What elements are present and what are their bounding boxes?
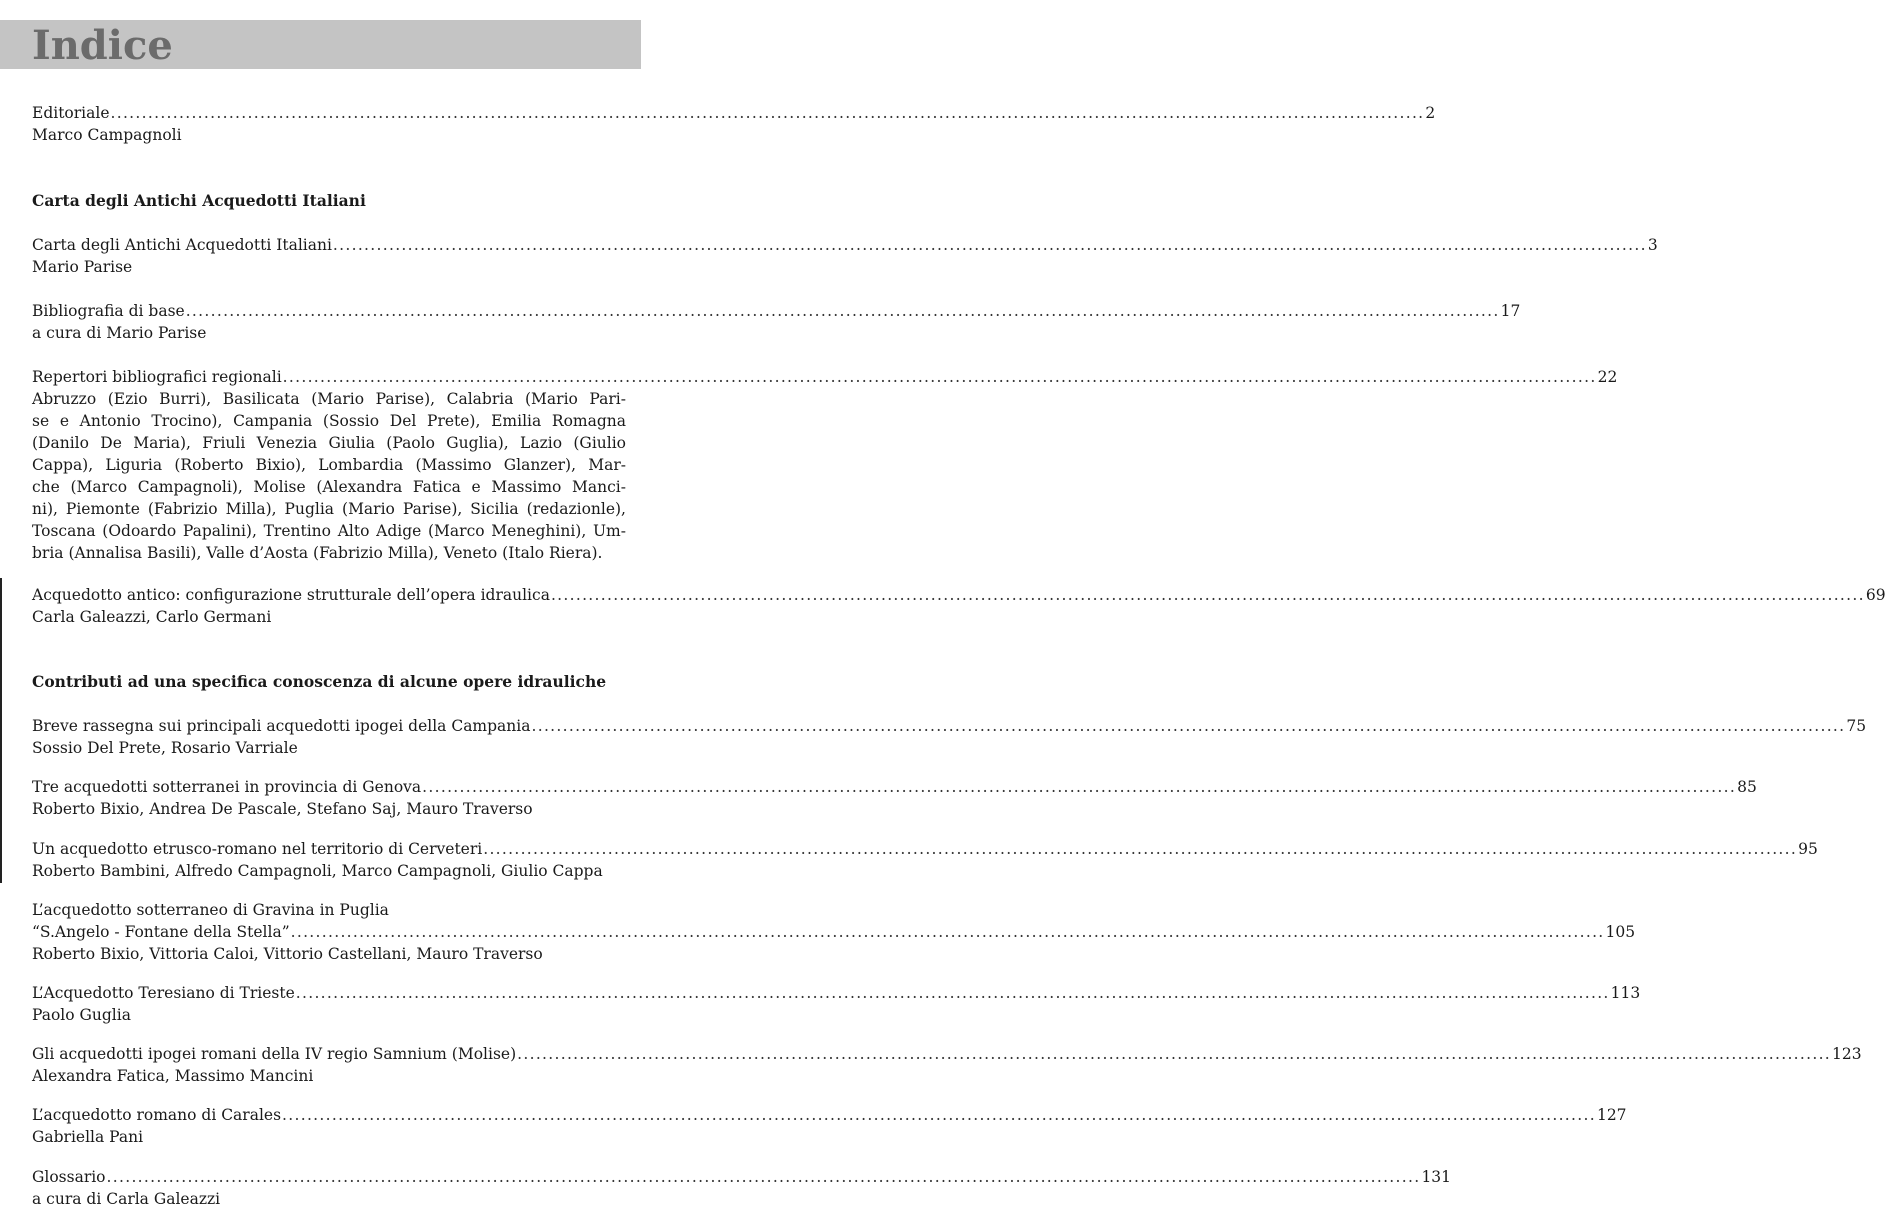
toc-entry-line bbox=[32, 1043, 1862, 1065]
entry-page: 123 bbox=[1832, 1045, 1862, 1063]
entry-author: Marco Campagnoli bbox=[32, 126, 182, 144]
entry-page: 85 bbox=[1737, 778, 1757, 796]
toc-entry-line bbox=[32, 102, 1436, 124]
entry-author: Mario Parise bbox=[32, 258, 133, 276]
entry-page: 127 bbox=[1596, 1106, 1627, 1124]
dot-leader: ................................................................................................................................................................................................................... bbox=[295, 984, 1610, 1002]
toc-entry-line bbox=[32, 838, 1818, 860]
toc-entry-bibliografia[interactable] bbox=[32, 300, 1521, 344]
paragraph-line: Toscana (Odoardo Papalini), Trentino Alto Adige (Marco Meneghini), Um- bbox=[32, 522, 626, 540]
entry-title: Tre acquedotti sotterranei in provincia di Genova bbox=[32, 778, 422, 796]
entry-title: Acquedotto antico: configurazione strutturale dell’opera idraulica bbox=[32, 586, 550, 604]
dot-leader: ................................................................................................................................................................................................................... bbox=[282, 368, 1597, 386]
entry-title: Un acquedotto etrusco-romano nel territorio di Cerveteri bbox=[32, 840, 483, 858]
dot-leader: ................................................................................................................................................................................................................... bbox=[110, 104, 1425, 122]
toc-entry-genova[interactable] bbox=[32, 776, 1757, 820]
toc-entry-trieste[interactable] bbox=[32, 982, 1641, 1026]
entry-page: 2 bbox=[1425, 104, 1436, 122]
toc-entry-glossario[interactable] bbox=[32, 1166, 1452, 1210]
toc-entry-molise[interactable] bbox=[32, 1043, 1862, 1087]
title-bar bbox=[0, 20, 641, 69]
toc-entry-editoriale[interactable] bbox=[32, 102, 1436, 146]
entry-author: Gabriella Pani bbox=[32, 1128, 144, 1146]
toc-entry-cerveteri[interactable] bbox=[32, 838, 1818, 882]
entry-title: Carta degli Antichi Acquedotti Italiani bbox=[32, 236, 332, 254]
dot-leader: ................................................................................................................................................................................................................... bbox=[422, 778, 1737, 796]
dot-leader: ................................................................................................................................................................................................................... bbox=[531, 717, 1846, 735]
entry-title: Breve rassegna sui principali acquedotti ipogei della Campania bbox=[32, 717, 531, 735]
left-margin-rule bbox=[0, 578, 2, 883]
dot-leader: ................................................................................................................................................................................................................... bbox=[106, 1168, 1421, 1186]
entry-title: L’acquedotto sotterraneo di Gravina in Puglia bbox=[32, 901, 389, 919]
entry-author: a cura di Carla Galeazzi bbox=[32, 1190, 221, 1208]
toc-entry-repertori[interactable] bbox=[32, 366, 1618, 564]
entry-title: Gli acquedotti ipogei romani della IV regio Samnium (Molise) bbox=[32, 1045, 517, 1063]
toc-entry-line bbox=[32, 1166, 1452, 1188]
entry-title-continued: “S.Angelo - Fontane della Stella” bbox=[32, 923, 290, 941]
regional-authors-paragraph bbox=[32, 388, 626, 564]
entry-page: 105 bbox=[1605, 923, 1636, 941]
dot-leader: ................................................................................................................................................................................................................... bbox=[282, 1106, 1596, 1124]
toc-entry-line bbox=[32, 715, 1867, 737]
toc-entry-line bbox=[32, 366, 1618, 388]
entry-title: L’Acquedotto Teresiano di Trieste bbox=[32, 984, 295, 1002]
dot-leader: ................................................................................................................................................................................................................... bbox=[185, 302, 1500, 320]
paragraph-line: bria (Annalisa Basili), Valle d’Aosta (Fabrizio Milla), Veneto (Italo Riera). bbox=[32, 544, 603, 562]
section-heading-carta: Carta degli Antichi Acquedotti Italiani bbox=[32, 191, 366, 210]
toc-entry-carta[interactable] bbox=[32, 234, 1658, 278]
entry-page: 17 bbox=[1500, 302, 1521, 320]
entry-author: Roberto Bambini, Alfredo Campagnoli, Marco Campagnoli, Giulio Cappa bbox=[32, 862, 603, 880]
entry-title: Glossario bbox=[32, 1168, 106, 1186]
toc-entry-line bbox=[32, 776, 1757, 798]
entry-author: Alexandra Fatica, Massimo Mancini bbox=[32, 1067, 314, 1085]
paragraph-line: ni), Piemonte (Fabrizio Milla), Puglia (Mario Parise), Sicilia (redazionle), bbox=[32, 500, 626, 518]
section-heading-contributi: Contributi ad una specifica conoscenza di alcune opere idrauliche bbox=[32, 672, 607, 691]
toc-entry-line bbox=[32, 234, 1658, 256]
paragraph-line: se e Antonio Trocino), Campania (Sossio Del Prete), Emilia Romagna bbox=[32, 412, 626, 430]
entry-page: 131 bbox=[1421, 1168, 1452, 1186]
dot-leader: ................................................................................................................................................................................................................... bbox=[290, 923, 1605, 941]
entry-title: L’acquedotto romano di Carales bbox=[32, 1106, 282, 1124]
entry-page: 22 bbox=[1597, 368, 1618, 386]
entry-author: Sossio Del Prete, Rosario Varriale bbox=[32, 739, 298, 757]
entry-title: Editoriale bbox=[32, 104, 110, 122]
entry-page: 113 bbox=[1610, 984, 1641, 1002]
entry-author: Paolo Guglia bbox=[32, 1006, 131, 1024]
paragraph-line: che (Marco Campagnoli), Molise (Alexandra Fatica e Massimo Manci- bbox=[32, 478, 626, 496]
paragraph-line: Abruzzo (Ezio Burri), Basilicata (Mario Parise), Calabria (Mario Pari- bbox=[32, 390, 626, 408]
toc-entry-campania[interactable] bbox=[32, 715, 1867, 759]
entry-page: 75 bbox=[1846, 717, 1867, 735]
toc-entry-acquedotto-antico[interactable] bbox=[32, 584, 1886, 628]
dot-leader: ................................................................................................................................................................................................................... bbox=[332, 236, 1647, 254]
toc-entry-line bbox=[32, 982, 1641, 1004]
toc-entry-line bbox=[32, 921, 1636, 943]
entry-title: Repertori bibliografici regionali bbox=[32, 368, 282, 386]
page-title: Indice bbox=[32, 22, 173, 69]
dot-leader: ................................................................................................................................................................................................................... bbox=[517, 1045, 1832, 1063]
entry-page: 69 bbox=[1865, 586, 1886, 604]
entry-author: a cura di Mario Parise bbox=[32, 324, 207, 342]
entry-title: Bibliografia di base bbox=[32, 302, 185, 320]
entry-author: Roberto Bixio, Vittoria Caloi, Vittorio Castellani, Mauro Traverso bbox=[32, 945, 543, 963]
paragraph-line: (Danilo De Maria), Friuli Venezia Giulia (Paolo Guglia), Lazio (Giulio bbox=[32, 434, 626, 452]
toc-entry-gravina[interactable] bbox=[32, 899, 1636, 965]
toc-entry-line bbox=[32, 1104, 1627, 1126]
entry-page: 3 bbox=[1647, 236, 1658, 254]
toc-entry-carales[interactable] bbox=[32, 1104, 1627, 1148]
toc-entry-line bbox=[32, 584, 1886, 606]
entry-author: Carla Galeazzi, Carlo Germani bbox=[32, 608, 272, 626]
entry-page: 95 bbox=[1798, 840, 1818, 858]
entry-author: Roberto Bixio, Andrea De Pascale, Stefano Saj, Mauro Traverso bbox=[32, 800, 533, 818]
dot-leader: ................................................................................................................................................................................................................... bbox=[550, 586, 1865, 604]
paragraph-line: Cappa), Liguria (Roberto Bixio), Lombardia (Massimo Glanzer), Mar- bbox=[32, 456, 626, 474]
toc-entry-line bbox=[32, 300, 1521, 322]
dot-leader: ................................................................................................................................................................................................................... bbox=[483, 840, 1798, 858]
